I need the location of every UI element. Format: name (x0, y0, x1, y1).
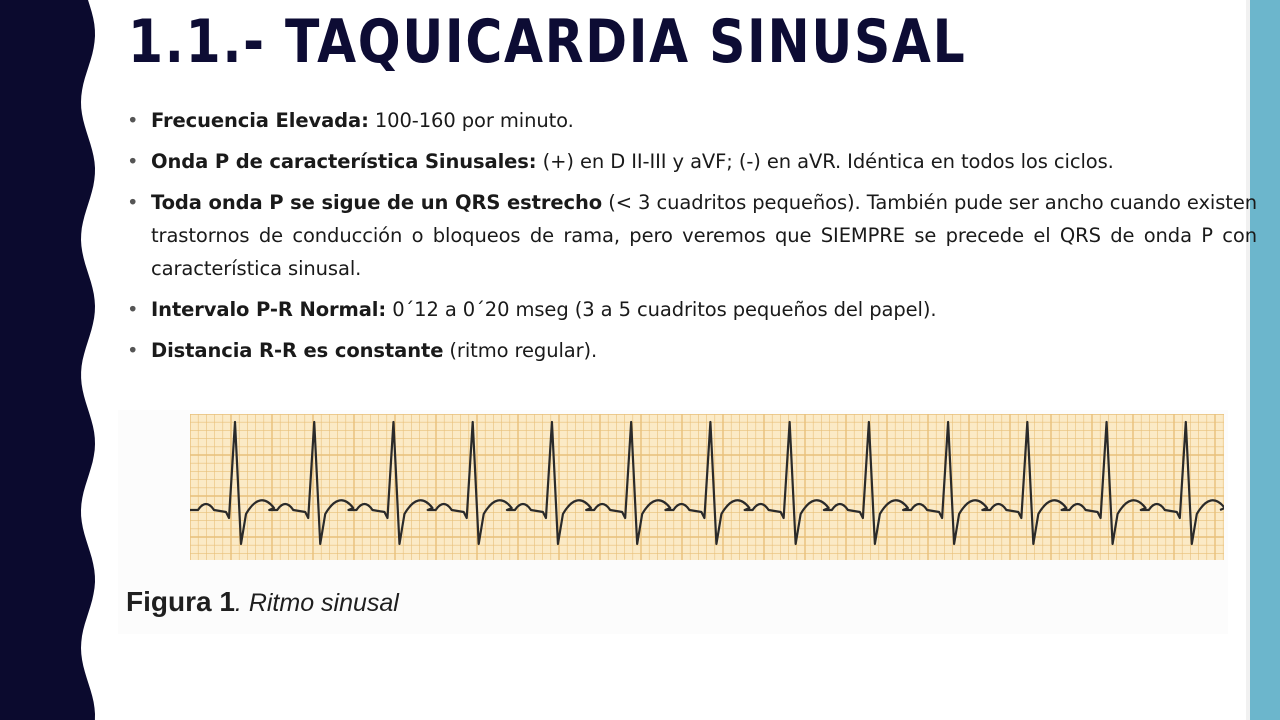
bullet-text: 100-160 por minuto. (368, 109, 574, 132)
slide-title: 1.1.- TAQUICARDIA SINUSAL (128, 7, 967, 77)
bullet-label: Intervalo P-R Normal: (151, 298, 387, 321)
bullet-label: Toda onda P se sigue de un QRS estrecho (151, 191, 603, 214)
bullet-p-wave (151, 145, 1257, 178)
figure-caption (126, 586, 399, 618)
bullet-label: Onda P de característica Sinusales: (151, 150, 537, 173)
bullet-text: 0´12 a 0´20 mseg (3 a 5 cuadritos pequeños del papel). (386, 298, 937, 321)
bullet-rr-distance (151, 334, 1257, 367)
ecg-figure (118, 410, 1228, 634)
bullet-text: (+) en D II-III y aVF; (-) en aVR. Idéntica en todos los ciclos. (536, 150, 1114, 173)
bullet-qrs (151, 186, 1257, 285)
ecg-strip (190, 414, 1224, 560)
bullet-text: (< 3 cuadritos pequeños). También pude ser ancho cuando existen trastornos de conducción o bloqueos de rama, pero veremos que SIEMPRE se precede el QRS de onda P con característica sinusal. (151, 191, 1257, 280)
caption-text: . Ritmo sinusal (234, 589, 399, 617)
caption-label: Figura 1 (126, 586, 235, 617)
left-decorative-band (0, 0, 110, 720)
bullet-label: Frecuencia Elevada: (151, 109, 369, 132)
bullet-label: Distancia R-R es constante (151, 339, 444, 362)
bullet-heart-rate (151, 104, 1257, 137)
bullet-pr-interval (151, 293, 1257, 326)
bullet-text: (ritmo regular). (443, 339, 598, 362)
bullet-list (151, 104, 1257, 375)
